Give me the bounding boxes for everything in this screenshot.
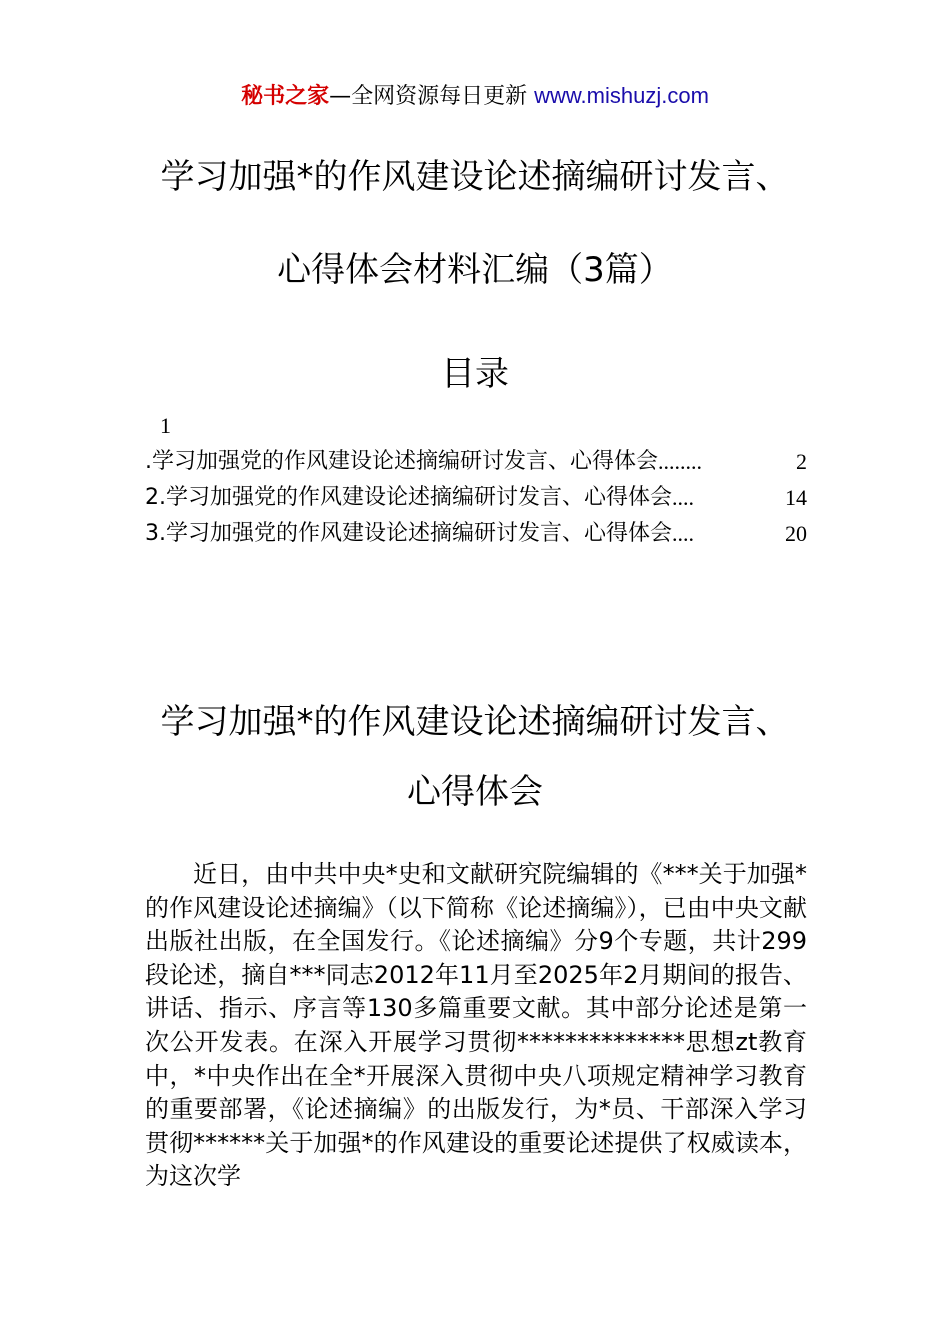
toc-item[interactable] xyxy=(145,516,807,552)
toc-heading: 目录 xyxy=(441,354,509,394)
body-paragraph: 近日，由中共中央*史和文献研究院编辑的《***关于加强*的作风建设论述摘编》（以下简称《论述摘编》），已由中央文献出版社出版，在全国发行。《论述摘编》分9个专题，共计299段论述，摘自***同志2012年11月至2025年2月期间的报告、讲话、指示、序言等130多篇重要文献。其中部分论述是第一次公开发表。在深入开展学习贯彻**************思想zt教育中，*中央作出在全*开展深入贯彻中央八项规定精神学习教育的重要部署，《论述摘编》的出版发行，为*员、干部深入学习贯彻******关于加强*的作风建设的重要论述提供了权威读本，为这次学 xyxy=(145,860,807,1191)
toc-item-leader: .... xyxy=(672,485,694,510)
toc-first-number xyxy=(145,408,807,444)
toc-item[interactable] xyxy=(145,444,807,480)
toc-item-page: 14 xyxy=(785,485,807,510)
toc-item-leader: .... xyxy=(672,521,694,546)
site-url-link[interactable]: www.mishuzj.com xyxy=(534,83,709,108)
table-of-contents xyxy=(145,408,807,552)
brand-name: 秘书之家 xyxy=(241,84,330,109)
section-title-line-2: 心得体会 xyxy=(407,772,543,812)
header-tagline: —全网资源每日更新 xyxy=(329,84,528,109)
toc-item-text: .学习加强党的作风建设论述摘编研讨发言、心得体会 xyxy=(145,449,658,474)
toc-item-page: 2 xyxy=(796,449,807,474)
document-title-line-1: 学习加强*的作风建设论述摘编研讨发言、 xyxy=(160,157,790,197)
toc-item-text: 2.学习加强党的作风建设论述摘编研讨发言、心得体会 xyxy=(145,485,672,510)
section-title-line-1: 学习加强*的作风建设论述摘编研讨发言、 xyxy=(160,702,790,742)
document-title-line-2: 心得体会材料汇编（3篇） xyxy=(277,250,673,290)
site-header xyxy=(0,80,950,113)
toc-number: 1 xyxy=(160,413,171,438)
toc-item-page: 20 xyxy=(785,521,807,546)
toc-item-text: 3.学习加强党的作风建设论述摘编研讨发言、心得体会 xyxy=(145,521,672,546)
toc-item[interactable] xyxy=(145,480,807,516)
toc-item-leader: ........ xyxy=(658,449,702,474)
